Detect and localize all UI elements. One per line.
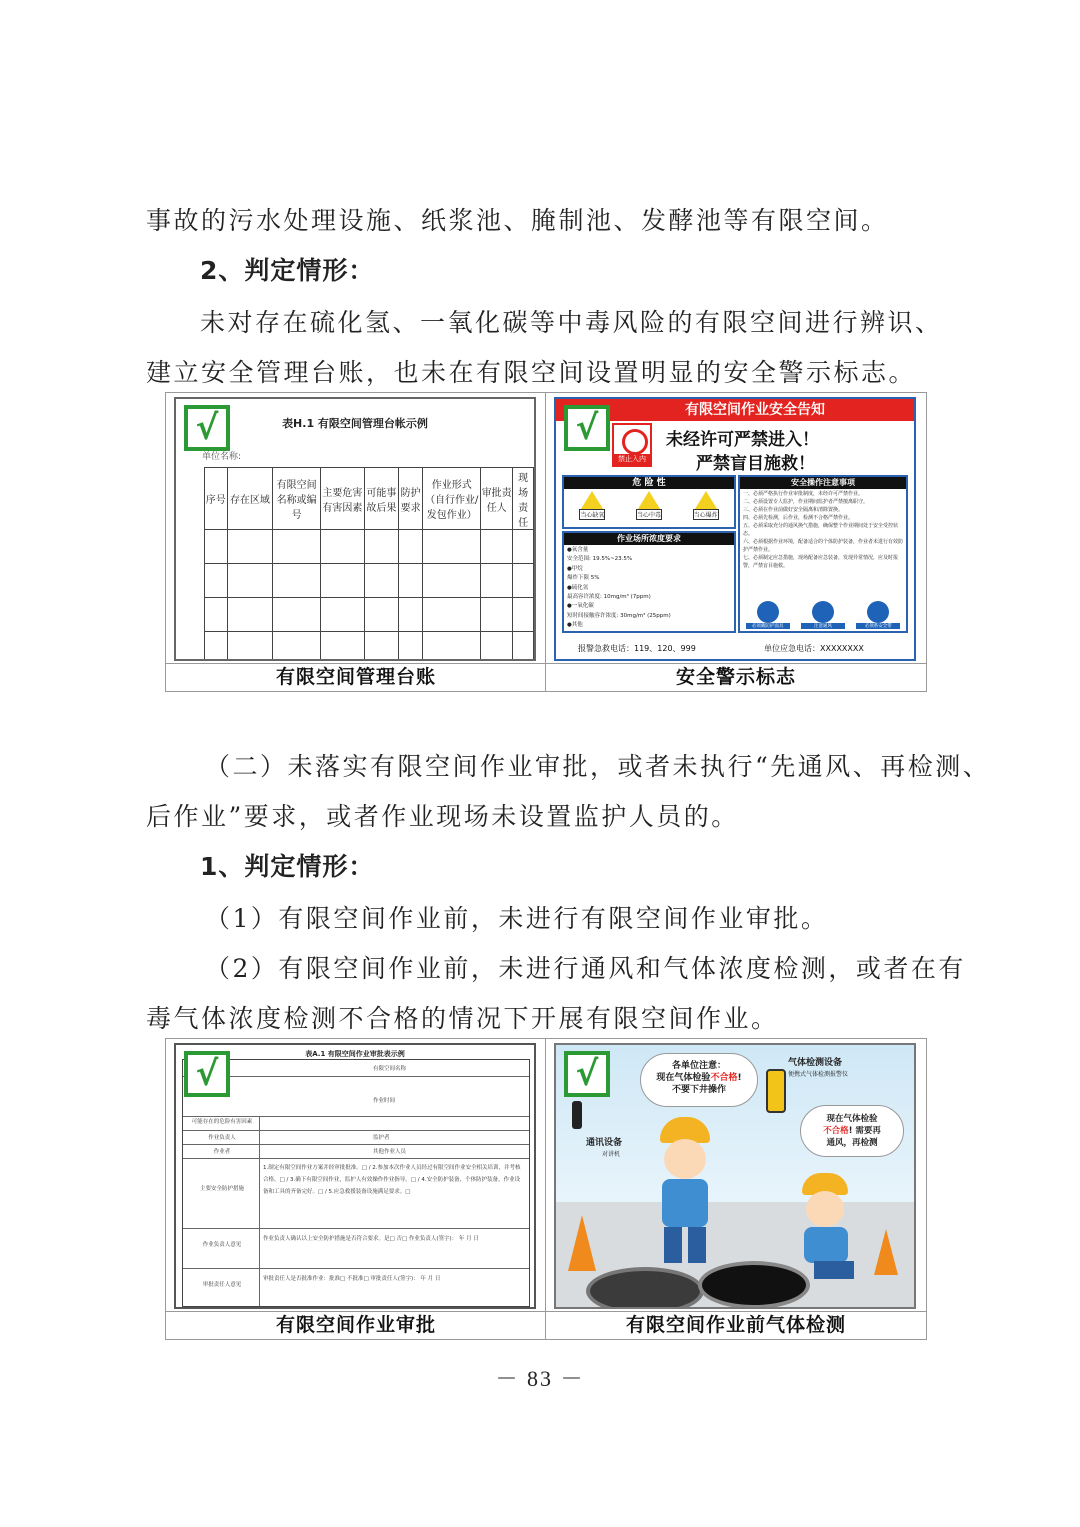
traffic-cone-icon [568,1215,596,1271]
warning-banner: 有限空间作业安全告知 [556,399,914,421]
mask-icon [746,601,790,629]
req-line: 安全范围: 19.5%~23.5% [567,556,633,563]
open-manhole [698,1261,810,1309]
paragraph-line: 事故的污水处理设施、纸浆池、腌制池、发酵池等有限空间。 [146,206,889,235]
manhole-cover [586,1267,704,1309]
emergency-phone: 报警急救电话：119、120、999 [578,644,696,653]
check-mark-icon: √ [184,405,230,451]
ledger-unit-label: 单位名称: [202,452,242,462]
approval-row-label: 作业负责人意见 [202,1242,242,1248]
figure-2 [165,1038,927,1340]
walkie-talkie-icon [572,1101,582,1129]
ventilation-icon [801,601,845,629]
device-subtitle: 便携式气体检测报警仪 [788,1071,849,1078]
approval-row-label: 主要安全防护措施 [199,1186,244,1192]
warning-sign-image [554,397,916,661]
hazard-label: 当心中毒 [636,509,662,520]
gas-detector-icon [766,1069,786,1113]
no-entry-label: 禁止入内 [614,454,650,465]
ppe-label: 注意通风 [801,623,845,629]
paragraph-line: （2）有限空间作业前，未进行通风和气体浓度检测，或者在有 [205,954,966,983]
paragraph-line: 毒气体浓度检测不合格的情况下开展有限空间作业。 [146,1004,779,1033]
req-line: 短时间接触容许浓度: 30mg/m³ (25ppm) [567,612,671,619]
hazard-panel [562,475,736,529]
note-line: 四、必须先检测，后作业，检测不合格严禁作业。 [743,515,854,521]
bubble-text: 现在气体检验 [826,1114,878,1124]
check-mark-icon: √ [184,1051,230,1097]
approval-field: 作业时间 [373,1098,396,1104]
figure-cell-gas-detection [546,1039,926,1339]
section-heading: 2、判定情形： [200,256,375,285]
check-mark-icon: √ [564,405,610,451]
figure-cell-warning-sign [546,393,926,691]
bubble-text: 现在气体检验 [656,1073,711,1083]
approval-field: 监护者 [373,1135,390,1141]
paragraph-line: （二）未落实有限空间作业审批，或者未执行“先通风、再检测、 [205,752,991,781]
warning-text-1: 未经许可严禁进入！ [666,430,819,450]
check-mark-icon: √ [564,1051,610,1097]
notes-title: 安全操作注意事项 [740,477,906,489]
figure-cell-ledger [166,393,546,691]
concentration-title: 作业场所浓度要求 [564,533,734,545]
warning-triangle-icon [579,491,605,520]
bubble-text: 各单位注意： [671,1061,726,1071]
approval-table [182,1059,530,1307]
ledger-image [174,397,536,661]
paragraph-line: （1）有限空间作业前，未进行有限空间作业审批。 [205,904,829,933]
speech-bubble: 各单位注意： 现在气体检验不合格! 不要下井操作 [640,1053,758,1107]
approval-form-image [174,1043,536,1309]
ppe-label: 必须系安全带 [856,623,900,629]
bubble-text: 不要下井操作 [671,1085,726,1095]
approval-field: 有限空间名称 [373,1066,407,1072]
ledger-col-header: 序号 [205,468,228,530]
req-line: ●甲烷 [567,565,583,572]
approval-doc-title: 表A.1 有限空间作业审批表示例 [305,1050,405,1058]
ppe-label: 必须戴防护面具 [746,623,790,629]
note-line: 二、必须设置专人监护，作业期间监护者严禁擅离职守。 [743,499,869,505]
req-line: 爆炸下限 5% [567,575,600,582]
approval-row-label: 作业负责人 [208,1135,236,1141]
approval-row-label: 可能存在的危险有害因素 [191,1119,253,1125]
note-line: 五、必须采取充分的通风换气措施，确保整个作业期间处于安全受控状态。 [743,523,899,537]
figure-caption: 有限空间管理台账 [166,663,546,692]
worker-standing-illustration [650,1117,720,1267]
ledger-doc-title: 表H.1 有限空间管理台帐示例 [282,417,428,430]
figure-caption: 安全警示标志 [546,663,926,692]
req-line: ●其他 [567,622,583,629]
figure-1 [165,392,927,692]
approval-field: 其他作业人员 [373,1149,407,1155]
warning-triangle-icon [636,491,662,520]
unit-phone: 单位应急电话：XXXXXXXX [764,644,864,653]
note-line: 一、必须严格执行作业审批制度，未经许可严禁作业。 [743,491,864,497]
ledger-col-header: 现场责任 [513,468,534,530]
no-entry-icon [612,423,652,467]
bubble-alert-text: 不合格 [823,1126,849,1136]
paragraph-line: 后作业”要求，或者作业现场未设置监护人员的。 [146,802,739,831]
note-line: 七、必须制定应急措施，现场配备应急装备，发现异常情况，应及时报警，严禁盲目施救。 [743,555,899,569]
device-title: 气体检测设备 [788,1058,843,1068]
traffic-cone-icon [874,1229,898,1275]
ledger-col-header: 作业形式（自行作业/发包作业） [423,468,481,530]
hazard-label: 当心爆炸 [693,509,719,520]
worker-kneeling-illustration [794,1173,864,1283]
radio-title: 通讯设备 [586,1138,623,1148]
ledger-col-header: 审批责任人 [481,468,513,530]
concentration-panel [562,531,736,633]
approval-field: 审批责任人是否批准作业：批准□ 不批准□ 审批责任人(签字)： 年 月 日 [263,1276,441,1282]
section-heading: 1、判定情形： [200,852,375,881]
notes-panel [738,475,908,633]
req-line: ●一氧化碳 [567,603,594,610]
approval-field: 1.制定有限空间作业方案并经审批批准。□ / 2.参加本次作业人员经过有限空间作业安全相关培训，并考核合格。□ / 3.确下有限空间作业，监护人有效操作作业指导。□ / 4.安全防护装备，个体防护装备，作业设备和工具的齐备完好。□ / 5.应急救援装备设施满足要求。□ [263,1165,521,1195]
bubble-alert-text: 不合格 [710,1073,738,1083]
req-line: ●硫化氢 [567,584,589,591]
harness-icon [856,601,900,629]
req-line: 最高容许浓度: 10mg/m³ (7ppm) [567,594,651,601]
hazard-label: 当心缺氧 [579,509,605,520]
warning-triangle-icon [693,491,719,520]
warning-text-2: 严禁盲目施救！ [696,454,815,474]
paragraph-line: 建立安全管理台账，也未在有限空间设置明显的安全警示标志。 [146,358,917,387]
ledger-col-header: 存在区域 [227,468,273,530]
approval-row-label: 审批责任人意见 [202,1282,242,1288]
ledger-col-header: 有限空间名称或编号 [273,468,321,530]
approval-row-label: 作业者 [213,1149,231,1155]
note-line: 六、必须根据作业环境，配备适合的个体防护装备，作业者未进行有效防护严禁作业。 [743,539,904,553]
ledger-table [204,467,534,661]
paragraph-line: 未对存在硫化氢、一氧化碳等中毒风险的有限空间进行辨识、 [200,308,943,337]
note-line: 三、必须在作业前做好安全隔离和清除置换。 [743,507,844,513]
ledger-col-header: 主要危害有害因素 [320,468,364,530]
figure-cell-approval-form [166,1039,546,1339]
ledger-col-header: 可能事故后果 [364,468,398,530]
bubble-text: ! 需要再 [848,1126,881,1136]
speech-bubble [800,1105,904,1157]
figure-caption: 有限空间作业前气体检测 [546,1311,926,1340]
gas-detection-image [554,1043,916,1309]
ledger-col-header: 防护要求 [398,468,423,530]
figure-caption: 有限空间作业审批 [166,1311,546,1340]
approval-field: 作业负责人确认以上安全防护措施是否符合要求。是□ 否□ 作业负责人(签字)： 年 月 日 [263,1236,479,1242]
page-number: － 83 － [495,1366,585,1391]
bubble-text: 通风，再检测 [826,1138,878,1148]
hazard-title: 危 险 性 [564,477,734,489]
req-line: ●氧含量 [567,547,589,553]
radio-subtitle: 对讲机 [602,1151,621,1158]
